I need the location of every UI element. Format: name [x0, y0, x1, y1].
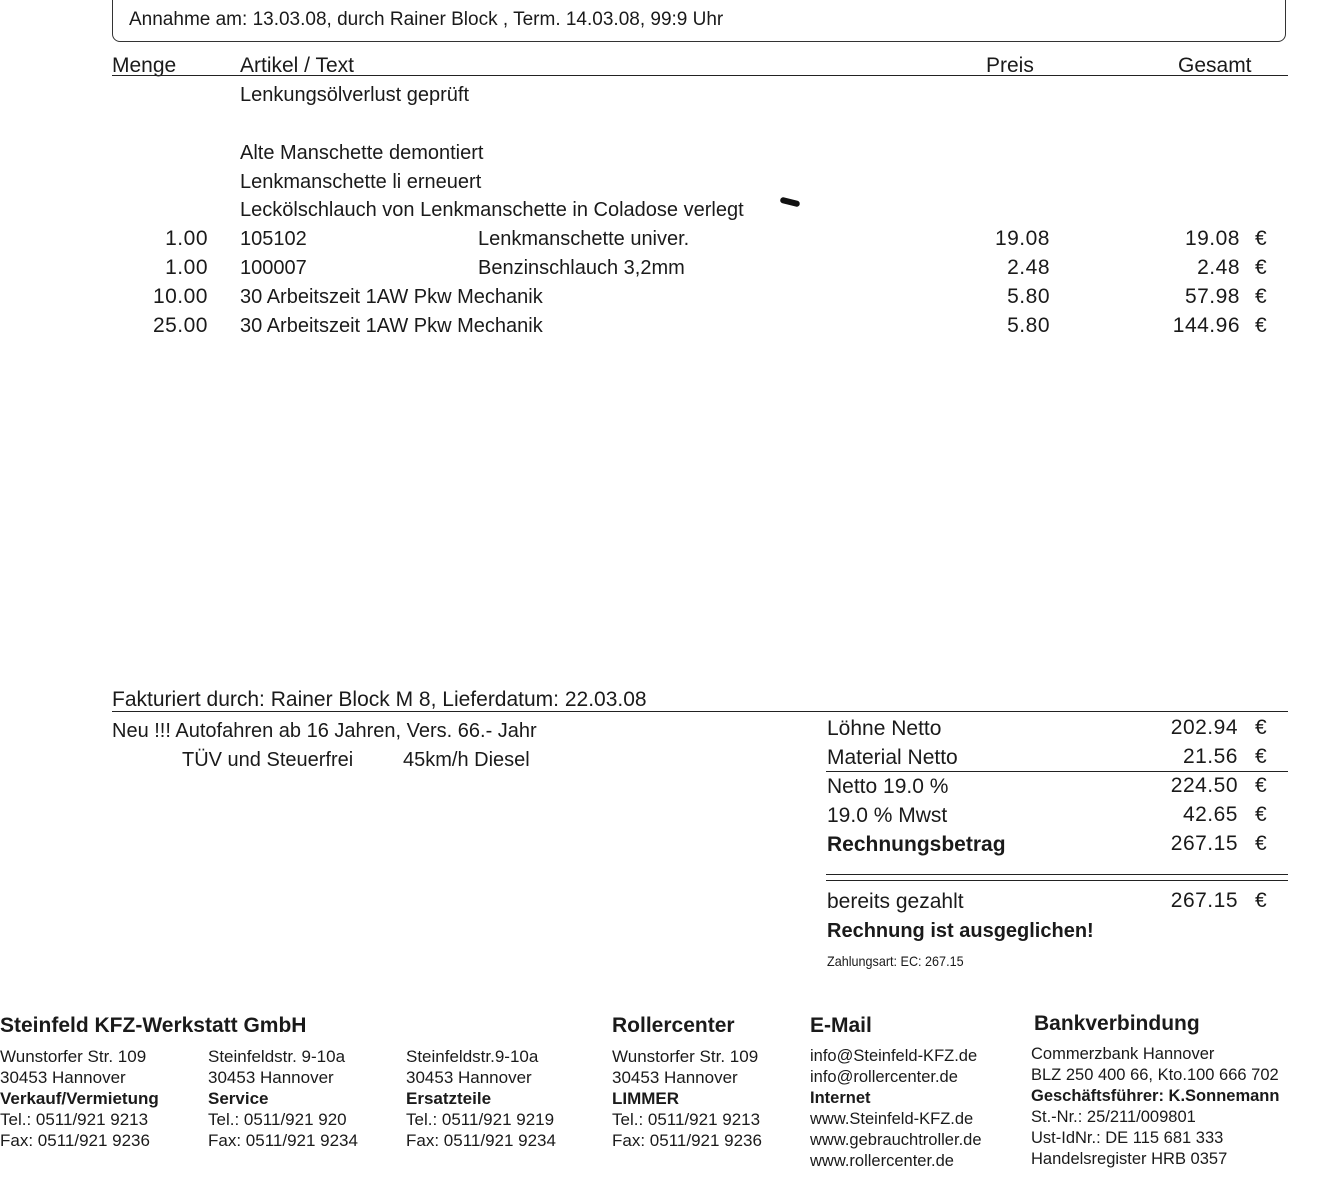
- column-header-preis: Preis: [986, 54, 1034, 77]
- footer-line: Internet: [810, 1089, 871, 1107]
- work-text-line: Lenkmanschette li erneuert: [240, 171, 482, 193]
- already-paid-label: bereits gezahlt: [827, 890, 964, 913]
- footer-column-sales: [0, 1046, 159, 1151]
- invoice-total-value: 267.15: [1170, 832, 1238, 855]
- promo-line-1: Neu !!! Autofahren ab 16 Jahren, Vers. 66.- Jahr: [112, 720, 537, 742]
- footer-line: Verkauf/Vermietung: [0, 1089, 159, 1108]
- material-net-label: Material Netto: [827, 746, 958, 769]
- net-label: Netto 19.0 %: [827, 775, 949, 798]
- column-header-artikel: Artikel / Text: [240, 54, 354, 77]
- footer-line: Ersatzteile: [406, 1089, 492, 1108]
- payment-method: Zahlungsart: EC: 267.15: [827, 953, 964, 969]
- invoiced-by-underline: [112, 711, 1288, 712]
- item-code: 30 Arbeitszeit 1AW Pkw Mechanik: [240, 286, 543, 308]
- item-code: 105102: [240, 228, 307, 250]
- footer-line: Service: [208, 1089, 269, 1108]
- email-title: E-Mail: [810, 1014, 872, 1037]
- item-qty: 25.00: [152, 314, 208, 337]
- footer-line: BLZ 250 400 66, Kto.100 666 702: [1031, 1066, 1279, 1084]
- acceptance-box: [112, 0, 1286, 42]
- footer-line: 30453 Hannover: [406, 1068, 532, 1087]
- item-desc: Lenkmanschette univer.: [478, 228, 690, 250]
- company-name: Steinfeld KFZ-Werkstatt GmbH: [0, 1014, 307, 1037]
- footer-line: Steinfeldstr. 9-10a: [208, 1047, 346, 1066]
- currency-symbol: €: [1255, 889, 1267, 912]
- footer-line: 30453 Hannover: [0, 1068, 126, 1087]
- column-header-gesamt: Gesamt: [1178, 54, 1252, 77]
- column-header-menge: Menge: [112, 54, 177, 77]
- item-price: 5.80: [1007, 285, 1050, 308]
- pen-mark: [780, 197, 801, 208]
- item-qty: 1.00: [165, 256, 208, 279]
- footer-line: Fax: 0511/921 9234: [208, 1131, 358, 1150]
- promo-line-2a: TÜV und Steuerfrei: [182, 749, 354, 771]
- double-rule-top: [826, 874, 1288, 875]
- net-value: 224.50: [1170, 774, 1238, 797]
- footer-line: Wunstorfer Str. 109: [0, 1047, 147, 1066]
- footer-line: Fax: 0511/921 9236: [612, 1131, 762, 1150]
- material-net-value: 21.56: [1182, 745, 1238, 768]
- footer-column-service: [208, 1046, 358, 1151]
- wages-net-value: 202.94: [1170, 716, 1238, 739]
- double-rule-bottom: [826, 880, 1288, 881]
- footer-column-parts: [406, 1046, 556, 1151]
- footer-line: Tel.: 0511/921 9213: [612, 1110, 761, 1129]
- footer-line: St.-Nr.: 25/211/009801: [1031, 1108, 1196, 1126]
- already-paid-value: 267.15: [1170, 889, 1238, 912]
- currency-symbol: €: [1255, 832, 1267, 855]
- header-divider: [112, 75, 1288, 76]
- work-text-line: Leckölschlauch von Lenkmanschette in Coladose verlegt: [240, 199, 744, 221]
- currency-symbol: €: [1255, 745, 1267, 768]
- wages-net-label: Löhne Netto: [827, 717, 942, 740]
- settled-notice: Rechnung ist ausgeglichen!: [827, 920, 1094, 942]
- footer-line: www.Steinfeld-KFZ.de: [810, 1110, 974, 1128]
- footer-line: info@rollercenter.de: [810, 1068, 958, 1086]
- item-code: 30 Arbeitszeit 1AW Pkw Mechanik: [240, 315, 543, 337]
- promo-line-2b: 45km/h Diesel: [403, 749, 530, 771]
- currency-symbol: €: [1255, 227, 1267, 250]
- item-price: 2.48: [1007, 256, 1050, 279]
- footer-line: 30453 Hannover: [612, 1068, 738, 1087]
- footer-column-email: [810, 1046, 982, 1172]
- footer-line: LIMMER: [612, 1089, 680, 1108]
- footer-line: Handelsregister HRB 0357: [1031, 1150, 1228, 1168]
- footer-column-bank: [1031, 1044, 1279, 1170]
- footer-line: www.rollercenter.de: [810, 1152, 954, 1170]
- footer-line: Geschäftsführer: K.Sonnemann: [1031, 1087, 1280, 1105]
- footer-line: Tel.: 0511/921 9219: [406, 1110, 555, 1129]
- item-desc: Benzinschlauch 3,2mm: [478, 257, 685, 279]
- currency-symbol: €: [1255, 716, 1267, 739]
- footer-column-rollercenter: [612, 1046, 762, 1151]
- footer-line: Tel.: 0511/921 920: [208, 1110, 347, 1129]
- item-price: 19.08: [994, 227, 1050, 250]
- vat-label: 19.0 % Mwst: [827, 804, 948, 827]
- currency-symbol: €: [1255, 803, 1267, 826]
- currency-symbol: €: [1255, 314, 1267, 337]
- item-price: 5.80: [1007, 314, 1050, 337]
- work-text-line: Lenkungsölverlust geprüft: [240, 84, 470, 106]
- footer-line: Steinfeldstr.9-10a: [406, 1047, 539, 1066]
- currency-symbol: €: [1255, 285, 1267, 308]
- currency-symbol: €: [1255, 774, 1267, 797]
- footer-line: Commerzbank Hannover: [1031, 1045, 1215, 1063]
- work-text-line: Alte Manschette demontiert: [240, 142, 484, 164]
- item-total: 57.98: [1184, 285, 1240, 308]
- footer-line: Fax: 0511/921 9234: [406, 1131, 556, 1150]
- footer-line: Ust-IdNr.: DE 115 681 333: [1031, 1129, 1224, 1147]
- currency-symbol: €: [1255, 256, 1267, 279]
- footer-line: Wunstorfer Str. 109: [612, 1047, 759, 1066]
- vat-value: 42.65: [1182, 803, 1238, 826]
- item-qty: 10.00: [152, 285, 208, 308]
- item-total: 19.08: [1184, 227, 1240, 250]
- item-total: 144.96: [1172, 314, 1240, 337]
- item-code: 100007: [240, 257, 307, 279]
- acceptance-text: Annahme am: 13.03.08, durch Rainer Block , Term. 14.03.08, 99:9 Uhr: [129, 9, 724, 30]
- rollercenter-title: Rollercenter: [612, 1014, 735, 1037]
- footer-line: Fax: 0511/921 9236: [0, 1131, 150, 1150]
- item-total: 2.48: [1197, 256, 1240, 279]
- invoice-total-label: Rechnungsbetrag: [827, 833, 1006, 856]
- footer-line: Tel.: 0511/921 9213: [0, 1110, 149, 1129]
- footer-line: www.gebrauchtroller.de: [810, 1131, 982, 1149]
- subtotal-divider: [826, 771, 1288, 772]
- footer-line: 30453 Hannover: [208, 1068, 334, 1087]
- bank-title: Bankverbindung: [1034, 1012, 1200, 1035]
- footer-line: info@Steinfeld-KFZ.de: [810, 1047, 978, 1065]
- item-qty: 1.00: [165, 227, 208, 250]
- invoiced-by-text: Fakturiert durch: Rainer Block M 8, Lieferdatum: 22.03.08: [112, 688, 647, 711]
